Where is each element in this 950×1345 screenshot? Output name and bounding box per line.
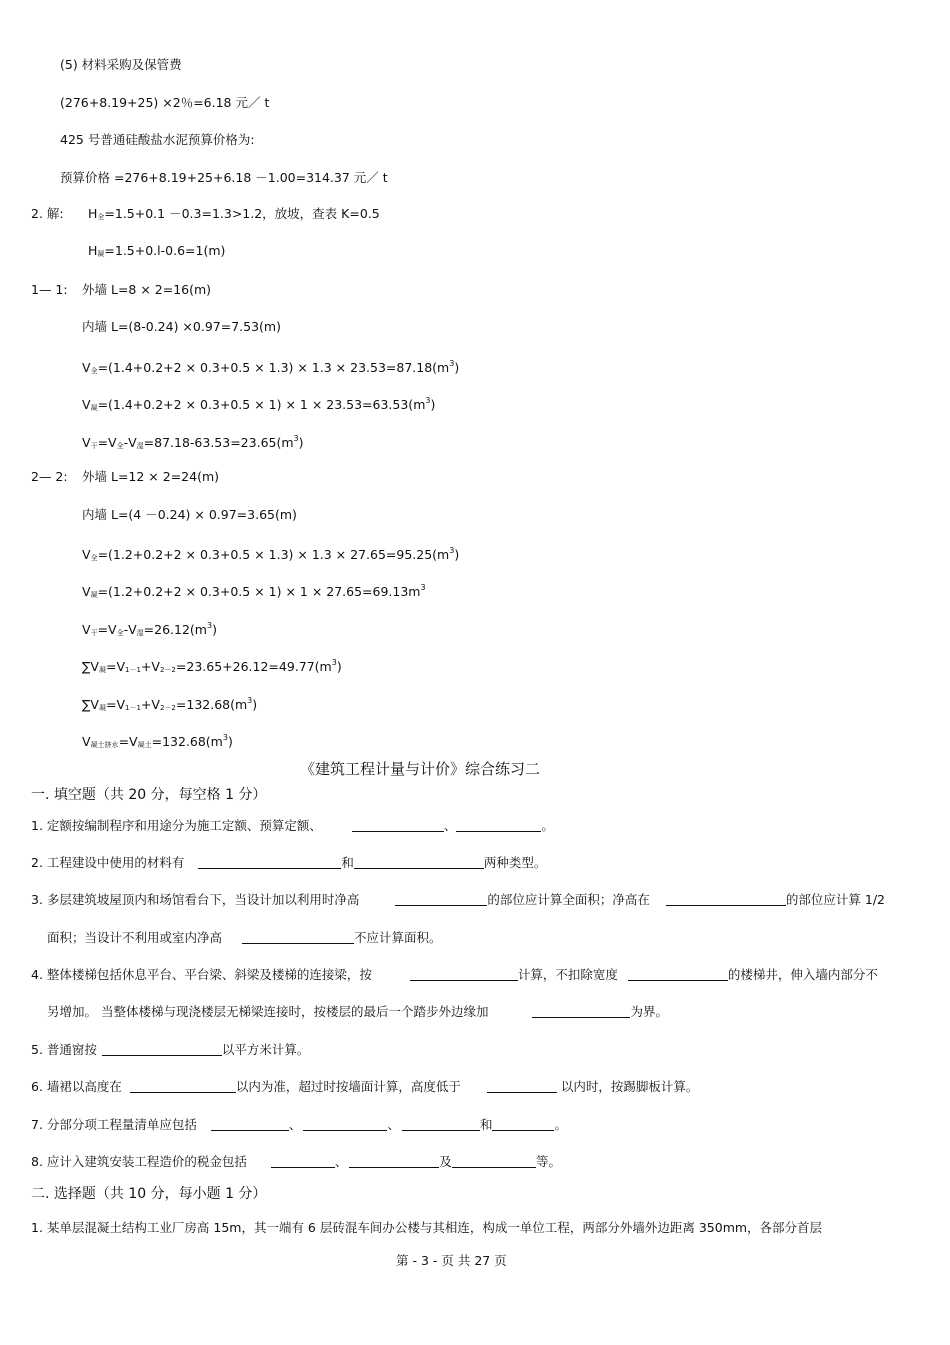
fill-question-5: 5. 普通窗按 以平方米计算。 [31,1042,310,1057]
sum-v-concrete: ∑V凝$=V1-1+V2-2=132.68(m^3)$ [82,696,258,712]
answer-blank[interactable] [102,1043,222,1056]
fill-question-4-cont: 另增加。 当整体楼梯与现浇楼层无梯梁连接时，按楼层的最后一个踏步外边缘加 为界。 [47,1004,668,1019]
answer-blank[interactable] [402,1118,480,1131]
section-1-1-v-concrete: V凝$=(1.4+0.2+2 \times 0.3+0.5 \times 1) \times 1 \times 23.53=63.53(m^3)$ [82,396,436,412]
section-2-2-outer-wall: 外墙 L=12 × 2=24(m) [82,469,219,484]
section-1-1-inner-wall: 内墙 L=(8-0.24) ×0.97=7.53(m) [82,319,281,334]
answer-blank[interactable] [242,931,354,944]
answer-blank[interactable] [452,1155,536,1168]
answer-blank[interactable] [352,819,444,832]
answer-blank[interactable] [198,856,341,869]
section-1-1-outer-wall: 外墙 L=8 × 2=16(m) [82,282,212,297]
answer-blank[interactable] [410,968,518,981]
fill-in-section-heading: 一. 填空题（共 20 分，每空格 1 分） [31,787,267,803]
answer-blank[interactable] [211,1118,289,1131]
answer-blank[interactable] [354,856,484,869]
sum-v-dry: ∑V凝$=V1-1+V2-2=23.65+26.12=49.77(m^3)$ [82,658,342,674]
fill-question-3: 3. 多层建筑坡屋顶内和场馆看台下，当设计加以利用时净高 的部位应计算全面积；净高在 的部位应计算 1/2 [31,892,886,907]
h-concrete-formula: H凝=1.5+0.l-0.6=1(m) [88,243,226,258]
answer-blank[interactable] [456,819,541,832]
answer-blank[interactable] [666,893,786,906]
h-total-formula: H全=1.5+0.1 －0.3=1.3>1.2，放坡，查表 K=0.5 [88,206,380,221]
v-concrete-final: V凝土挤水=V凝土$=132.68(m^3)$ [82,733,233,749]
cement-price-heading: 425 号普通硅酸盐水泥预算价格为: [60,132,255,147]
answer-blank[interactable] [492,1118,554,1131]
fill-question-2: 2. 工程建设中使用的材料有 和 两种类型。 [31,855,547,870]
choice-section-heading: 二. 选择题（共 10 分，每小题 1 分） [31,1186,267,1202]
fill-question-8: 8. 应计入建筑安装工程造价的税金包括 、 及 等。 [31,1154,561,1169]
material-cost-formula: (276+8.19+25) ×2％=6.18 元／ t [60,95,270,110]
answer-blank[interactable] [271,1155,335,1168]
fill-question-6: 6. 墙裙以高度在 以内为准，超过时按墙面计算，高度低于 以内时，按踢脚板计算。 [31,1079,699,1094]
answer-blank[interactable] [303,1118,387,1131]
answer-blank[interactable] [130,1080,236,1093]
answer-blank[interactable] [532,1005,630,1018]
q2-solution-label: 2. 解: [31,206,64,221]
section-2-2-v-dry: V干=V全-V湿$=26.12(m^3)$ [82,621,217,637]
material-cost-heading: (5) 材料采购及保管费 [60,57,182,72]
answer-blank[interactable] [395,893,487,906]
section-1-1-label: 1— 1: [31,282,68,297]
exercise-title: 《建筑工程计量与计价》综合练习二 [300,760,541,778]
fill-question-1: 1. 定额按编制程序和用途分为施工定额、预算定额、 、 。 [31,818,554,833]
page-footer: 第 - 3 - 页 共 27 页 [396,1253,507,1268]
answer-blank[interactable] [628,968,728,981]
section-1-1-v-total: V全$=(1.4+0.2+2 \times 0.3+0.5 \times 1.3) \times 1.3 \times 23.53=87.18(m^3)$ [82,359,460,375]
section-1-1-v-dry: V干=V全-V湿$=87.18-63.53=23.65(m^3)$ [82,434,304,450]
fill-question-4: 4. 整体楼梯包括休息平台、平台梁、斜梁及楼梯的连接梁，按 计算，不扣除宽度 的楼梯井，伸入墙内部分不 [31,967,878,982]
choice-question-1: 1. 某单层混凝土结构工业厂房高 15m，其一端有 6 层砖混车间办公楼与其相连，构成一单位工程，两部分外墙外边距离 350mm，各部分首层 [31,1220,823,1235]
fill-question-7: 7. 分部分项工程量清单应包括 、 、 和 。 [31,1117,567,1132]
budget-price-formula: 预算价格 =276+8.19+25+6.18 －1.00=314.37 元／ t [60,170,388,185]
section-2-2-inner-wall: 内墙 L=(4 －0.24) × 0.97=3.65(m) [82,507,297,522]
section-2-2-v-total: V全$=(1.2+0.2+2 \times 0.3+0.5 \times 1.3) \times 1.3 \times 27.65=95.25(m^3)$ [82,546,460,562]
answer-blank[interactable] [487,1080,557,1093]
fill-question-3-cont: 面积；当设计不利用或室内净高 不应计算面积。 [47,930,442,945]
answer-blank[interactable] [349,1155,439,1168]
section-2-2-v-concrete: V凝$=(1.2+0.2+2 \times 0.3+0.5 \times 1) \times 1 \times 27.65=69.13m^3$ [82,583,426,599]
section-2-2-label: 2— 2: [31,469,68,484]
